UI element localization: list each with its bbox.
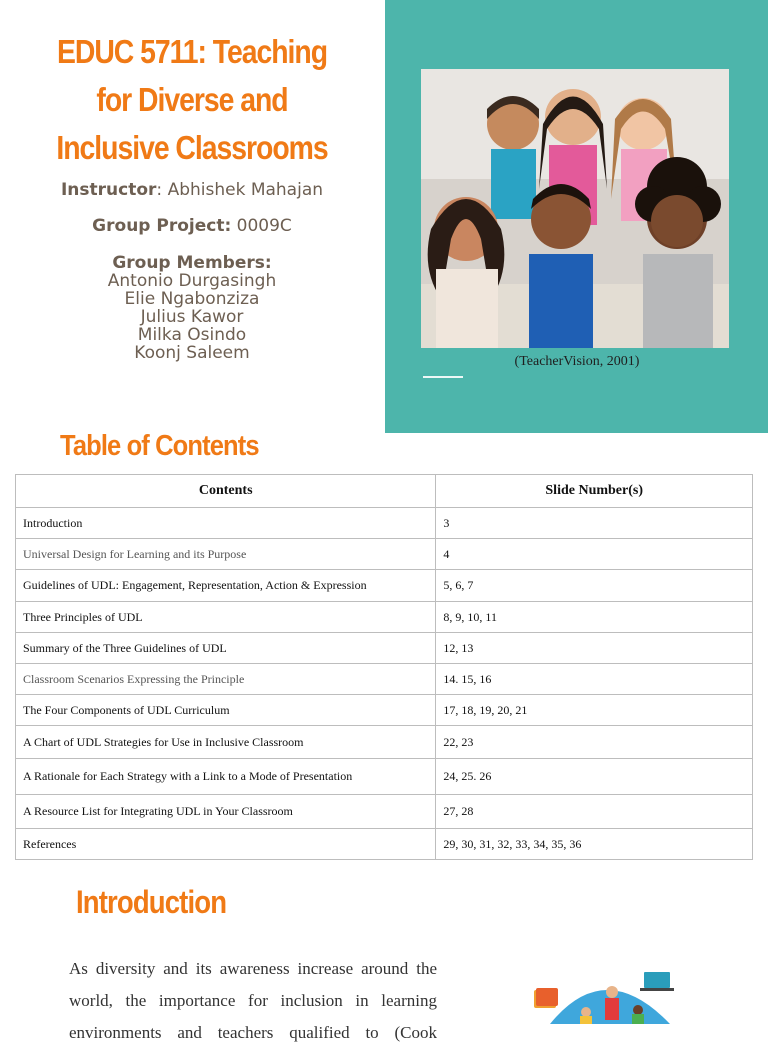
toc-slides-cell: 27, 28 <box>436 795 753 829</box>
instructor-name: Abhishek Mahajan <box>167 180 324 200</box>
toc-content-cell: Classroom Scenarios Expressing the Principle <box>16 664 436 695</box>
title-line: for Diverse and <box>96 81 288 118</box>
table-row <box>16 759 753 795</box>
member-name: Koonj Saleem <box>134 343 250 363</box>
toc-content-cell: Universal Design for Learning and its Purpose <box>16 539 436 570</box>
intro-paragraph: As diversity and its awareness increase around the world, the importance for inclusion in learning environments and teachers qualified to (Cook <box>69 959 437 1042</box>
toc-slides-cell: 5, 6, 7 <box>436 570 753 602</box>
member-name: Julius Kawor <box>140 307 244 327</box>
toc-slides-cell: 24, 25. 26 <box>436 759 753 795</box>
member-name: Antonio Durgasingh <box>107 271 277 291</box>
toc-content-cell: A Rationale for Each Strategy with a Link to a Mode of Presentation <box>16 759 436 795</box>
intro-heading: Introduction <box>76 884 227 920</box>
table-row <box>16 539 753 570</box>
member-name: Milka Osindo <box>137 325 247 345</box>
toc-header-row <box>16 475 753 508</box>
inclusion-icon <box>520 966 690 1024</box>
toc-content-cell: A Resource List for Integrating UDL in Your Classroom <box>16 795 436 829</box>
toc-content-cell: The Four Components of UDL Curriculum <box>16 695 436 726</box>
toc-table <box>15 474 753 860</box>
toc-slides-cell: 3 <box>436 508 753 539</box>
toc-content-cell: A Chart of UDL Strategies for Use in Inclusive Classroom <box>16 726 436 759</box>
toc-header-slides: Slide Number(s) <box>436 475 753 508</box>
table-row <box>16 602 753 633</box>
toc-slides-cell: 4 <box>436 539 753 570</box>
instructor-line <box>0 180 384 200</box>
project-line <box>0 216 384 236</box>
toc-slides-cell: 22, 23 <box>436 726 753 759</box>
toc-content-cell: Introduction <box>16 508 436 539</box>
toc-slides-cell: 14. 15, 16 <box>436 664 753 695</box>
table-row <box>16 664 753 695</box>
table-row <box>16 633 753 664</box>
table-row <box>16 829 753 860</box>
table-row <box>16 695 753 726</box>
photo-caption: (TeacherVision, 2001) <box>514 354 640 369</box>
teal-panel <box>385 0 768 433</box>
toc-content-cell: References <box>16 829 436 860</box>
toc-heading: Table of Contents <box>60 430 259 462</box>
members-label: Group Members: <box>112 253 272 273</box>
table-row <box>16 508 753 539</box>
title-line: Inclusive Classrooms <box>56 129 328 166</box>
table-row <box>16 795 753 829</box>
caption-divider <box>423 376 463 378</box>
toc-slides-cell: 8, 9, 10, 11 <box>436 602 753 633</box>
table-row <box>16 726 753 759</box>
instructor-label: Instructor <box>60 180 157 200</box>
children-photo <box>421 69 729 348</box>
toc-slides-cell: 29, 30, 31, 32, 33, 34, 35, 36 <box>436 829 753 860</box>
classroom-illustration <box>520 966 690 1024</box>
toc-slides-cell: 12, 13 <box>436 633 753 664</box>
instructor-separator: : <box>156 180 168 200</box>
toc-content-cell: Summary of the Three Guidelines of UDL <box>16 633 436 664</box>
table-row <box>16 570 753 602</box>
project-label: Group Project: <box>92 216 232 236</box>
toc-content-cell: Guidelines of UDL: Engagement, Representation, Action & Expression <box>16 570 436 602</box>
course-title <box>27 28 357 172</box>
toc-header-contents: Contents <box>16 475 436 508</box>
project-value: 0009C <box>231 216 292 236</box>
children-photo-illustration <box>421 69 729 348</box>
toc-slides-cell: 17, 18, 19, 20, 21 <box>436 695 753 726</box>
title-slide <box>0 0 768 433</box>
members-list <box>0 272 384 362</box>
title-line: EDUC 5711: Teaching <box>56 33 328 70</box>
toc-content-cell: Three Principles of UDL <box>16 602 436 633</box>
member-name: Elie Ngabonziza <box>124 289 260 309</box>
